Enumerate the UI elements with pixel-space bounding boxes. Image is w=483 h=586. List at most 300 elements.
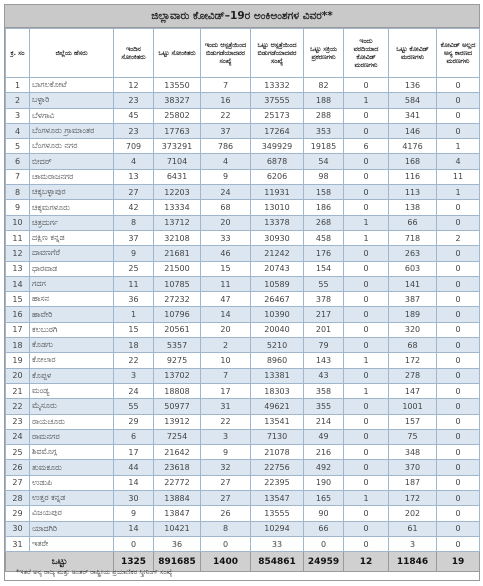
cell-today-positive: 18 — [114, 338, 154, 353]
cell-sno: 28 — [6, 491, 30, 506]
cell-total-discharged: 21078 — [251, 445, 304, 460]
cell-today-deaths: 0 — [344, 123, 389, 138]
table-row — [6, 460, 480, 475]
cell-sno: 24 — [6, 429, 30, 444]
cell-today-discharged: 4 — [201, 154, 251, 169]
cell-total-deaths: 157 — [389, 414, 437, 429]
cell-today-discharged: 786 — [201, 139, 251, 154]
cell-non-covid-deaths: 0 — [437, 246, 480, 261]
header-active: ಒಟ್ಟು ಸಕ್ರಿಯ ಪ್ರಕರಣಗಳು — [304, 29, 344, 78]
cell-non-covid-deaths: 1 — [437, 185, 480, 200]
cell-sno: 4 — [6, 123, 30, 138]
header-total-discharged: ಒಟ್ಟು ಆಸ್ಪತ್ರೆಯಿಂದ ಬಿಡುಗಡೆಯಾದವರ ಸಂಖ್ಯೆ — [251, 29, 304, 78]
cell-sno: 13 — [6, 261, 30, 276]
totals-today-positive: 1325 — [114, 552, 154, 572]
cell-total-deaths: 189 — [389, 307, 437, 322]
cell-active: 66 — [304, 521, 344, 536]
totals-label: ಒಟ್ಟು — [6, 552, 114, 572]
table-row — [6, 307, 480, 322]
cell-active: 186 — [304, 200, 344, 215]
cell-non-covid-deaths: 0 — [437, 368, 480, 383]
cell-total-positive: 7254 — [154, 429, 201, 444]
cell-total-positive: 21642 — [154, 445, 201, 460]
cell-district: ಉಡುಪಿ — [30, 475, 114, 490]
cell-active: 492 — [304, 460, 344, 475]
cell-total-positive: 13550 — [154, 78, 201, 93]
table-row — [6, 429, 480, 444]
cell-total-positive: 13847 — [154, 506, 201, 521]
cell-non-covid-deaths: 0 — [437, 215, 480, 230]
cell-today-deaths: 0 — [344, 399, 389, 414]
table-row — [6, 399, 480, 414]
cell-today-positive: 55 — [114, 399, 154, 414]
cell-today-deaths: 0 — [344, 429, 389, 444]
cell-district: ಬಳ್ಳಾರಿ — [30, 93, 114, 108]
cell-sno: 19 — [6, 353, 30, 368]
header-sno: ಕ್ರ. ಸಂ — [6, 29, 30, 78]
cell-today-deaths: 0 — [344, 78, 389, 93]
cell-district: ವಿಜಯಪುರ — [30, 506, 114, 521]
cell-today-positive: 12 — [114, 78, 154, 93]
cell-total-deaths: 718 — [389, 230, 437, 245]
table-row — [6, 383, 480, 398]
cell-today-discharged: 7 — [201, 368, 251, 383]
cell-sno: 21 — [6, 383, 30, 398]
cell-non-covid-deaths: 0 — [437, 261, 480, 276]
cell-today-deaths: 0 — [344, 414, 389, 429]
cell-total-positive: 13702 — [154, 368, 201, 383]
cell-total-deaths: 172 — [389, 353, 437, 368]
cell-today-deaths: 0 — [344, 154, 389, 169]
cell-non-covid-deaths: 0 — [437, 307, 480, 322]
cell-total-discharged: 13332 — [251, 78, 304, 93]
cell-non-covid-deaths: 0 — [437, 429, 480, 444]
cell-active: 143 — [304, 353, 344, 368]
cell-today-positive: 23 — [114, 93, 154, 108]
cell-today-deaths: 0 — [344, 169, 389, 184]
cell-today-deaths: 0 — [344, 536, 389, 551]
cell-active: 188 — [304, 93, 344, 108]
cell-today-positive: 8 — [114, 215, 154, 230]
cell-today-deaths: 6 — [344, 139, 389, 154]
cell-sno: 12 — [6, 246, 30, 261]
totals-total-deaths: 11846 — [389, 552, 437, 572]
cell-total-positive: 36 — [154, 536, 201, 551]
cell-total-discharged: 7130 — [251, 429, 304, 444]
cell-today-deaths: 0 — [344, 108, 389, 123]
cell-active: 288 — [304, 108, 344, 123]
cell-non-covid-deaths: 0 — [437, 276, 480, 291]
cell-district: ಬೆಂಗಳೂರು ನಗರ — [30, 139, 114, 154]
cell-today-discharged: 9 — [201, 169, 251, 184]
cell-today-positive: 0 — [114, 536, 154, 551]
cell-active: 55 — [304, 276, 344, 291]
cell-today-discharged: 17 — [201, 383, 251, 398]
cell-district: ಬೆಳಗಾವಿ — [30, 108, 114, 123]
cell-today-positive: 9 — [114, 246, 154, 261]
cell-today-positive: 3 — [114, 368, 154, 383]
header-today-positive: ಇಂದಿನ ಸೋಂಕಿತರು — [114, 29, 154, 78]
table-row — [6, 322, 480, 337]
cell-active: 0 — [304, 536, 344, 551]
cell-total-positive: 32108 — [154, 230, 201, 245]
cell-total-deaths: 4176 — [389, 139, 437, 154]
cell-non-covid-deaths: 0 — [437, 445, 480, 460]
cell-active: 458 — [304, 230, 344, 245]
cell-sno: 22 — [6, 399, 30, 414]
cell-sno: 26 — [6, 460, 30, 475]
cell-today-deaths: 0 — [344, 276, 389, 291]
cell-district: ರಾಯಚೂರು — [30, 414, 114, 429]
cell-total-positive: 6431 — [154, 169, 201, 184]
cell-district: ಕಲಬುರಗಿ — [30, 322, 114, 337]
cell-today-positive: 11 — [114, 276, 154, 291]
cell-non-covid-deaths: 11 — [437, 169, 480, 184]
cell-today-discharged: 27 — [201, 475, 251, 490]
cell-district: ಧಾರವಾಡ — [30, 261, 114, 276]
cell-today-positive: 30 — [114, 491, 154, 506]
cell-today-deaths: 0 — [344, 460, 389, 475]
table-row — [6, 78, 480, 93]
table-row — [6, 506, 480, 521]
cell-today-deaths: 0 — [344, 292, 389, 307]
cell-today-discharged: 68 — [201, 200, 251, 215]
table-row — [6, 139, 480, 154]
cell-total-deaths: 320 — [389, 322, 437, 337]
cell-total-discharged: 21242 — [251, 246, 304, 261]
cell-total-deaths: 187 — [389, 475, 437, 490]
totals-total-positive: 891685 — [154, 552, 201, 572]
cell-total-positive: 10785 — [154, 276, 201, 291]
cell-active: 79 — [304, 338, 344, 353]
cell-today-positive: 4 — [114, 154, 154, 169]
cell-total-deaths: 370 — [389, 460, 437, 475]
cell-non-covid-deaths: 0 — [437, 536, 480, 551]
cell-district: ಬಾಗಲಕೋಟೆ — [30, 78, 114, 93]
cell-total-discharged: 5210 — [251, 338, 304, 353]
cell-today-positive: 6 — [114, 429, 154, 444]
cell-today-deaths: 0 — [344, 521, 389, 536]
cell-today-discharged: 32 — [201, 460, 251, 475]
cell-active: 201 — [304, 322, 344, 337]
cell-total-positive: 13884 — [154, 491, 201, 506]
cell-total-positive: 10421 — [154, 521, 201, 536]
cell-non-covid-deaths: 1 — [437, 139, 480, 154]
cell-today-deaths: 0 — [344, 185, 389, 200]
cell-today-positive: 709 — [114, 139, 154, 154]
cell-today-discharged: 22 — [201, 108, 251, 123]
cell-non-covid-deaths: 0 — [437, 353, 480, 368]
cell-total-positive: 5357 — [154, 338, 201, 353]
cell-today-deaths: 1 — [344, 215, 389, 230]
cell-total-deaths: 147 — [389, 383, 437, 398]
cell-non-covid-deaths: 0 — [437, 93, 480, 108]
cell-total-deaths: 138 — [389, 200, 437, 215]
cell-sno: 10 — [6, 215, 30, 230]
table-row — [6, 353, 480, 368]
cell-total-discharged: 22756 — [251, 460, 304, 475]
report-title: ಜಿಲ್ಲಾವಾರು ಕೋವಿಡ್–19ರ ಅಂಕಿಅಂಶಗಳ ವಿವರ** — [5, 5, 479, 28]
table-row — [6, 338, 480, 353]
cell-active: 98 — [304, 169, 344, 184]
cell-active: 190 — [304, 475, 344, 490]
cell-non-covid-deaths: 2 — [437, 230, 480, 245]
cell-today-positive: 36 — [114, 292, 154, 307]
cell-today-discharged: 27 — [201, 491, 251, 506]
cell-today-discharged: 24 — [201, 185, 251, 200]
cell-today-discharged: 20 — [201, 215, 251, 230]
table-row — [6, 93, 480, 108]
cell-total-positive: 22772 — [154, 475, 201, 490]
header-row — [6, 29, 480, 78]
cell-sno: 1 — [6, 78, 30, 93]
cell-active: 82 — [304, 78, 344, 93]
cell-today-discharged: 0 — [201, 536, 251, 551]
cell-total-deaths: 3 — [389, 536, 437, 551]
cell-today-discharged: 15 — [201, 261, 251, 276]
cell-non-covid-deaths: 0 — [437, 292, 480, 307]
cell-sno: 2 — [6, 93, 30, 108]
cell-district: ಹಾವೇರಿ — [30, 307, 114, 322]
cell-total-positive: 25802 — [154, 108, 201, 123]
table-row — [6, 185, 480, 200]
cell-total-discharged: 11931 — [251, 185, 304, 200]
table-row — [6, 200, 480, 215]
cell-non-covid-deaths: 0 — [437, 506, 480, 521]
cell-sno: 6 — [6, 154, 30, 169]
cell-today-deaths: 0 — [344, 445, 389, 460]
cell-today-positive: 17 — [114, 445, 154, 460]
table-row — [6, 368, 480, 383]
cell-district: ಚಾಮರಾಜನಗರ — [30, 169, 114, 184]
cell-today-deaths: 1 — [344, 491, 389, 506]
cell-total-deaths: 348 — [389, 445, 437, 460]
cell-total-discharged: 13381 — [251, 368, 304, 383]
cell-active: 158 — [304, 185, 344, 200]
cell-active: 49 — [304, 429, 344, 444]
cell-today-positive: 23 — [114, 123, 154, 138]
totals-total-discharged: 854861 — [251, 552, 304, 572]
cell-district: ಮಂಡ್ಯ — [30, 383, 114, 398]
cell-sno: 31 — [6, 536, 30, 551]
footnote: *ಇತರೆ ಅನ್ಯ ರಾಜ್ಯ ಮತ್ತು ಅಂತರ್ ರಾಷ್ಟ್ರೀಯ ಪ್ರಯಾಣಿಕರ ಸ್ಕ್ರೀನಿಂಗ್ ಸಂಖ್ಯೆ — [16, 568, 173, 576]
cell-today-discharged: 16 — [201, 93, 251, 108]
cell-today-positive: 25 — [114, 261, 154, 276]
cell-total-deaths: 61 — [389, 521, 437, 536]
table-row — [6, 169, 480, 184]
cell-today-positive: 13 — [114, 169, 154, 184]
cell-total-discharged: 10589 — [251, 276, 304, 291]
cell-district: ಯಾದಗಿರಿ — [30, 521, 114, 536]
cell-total-deaths: 584 — [389, 93, 437, 108]
cell-total-positive: 13912 — [154, 414, 201, 429]
cell-sno: 20 — [6, 368, 30, 383]
cell-today-deaths: 1 — [344, 383, 389, 398]
cell-total-deaths: 387 — [389, 292, 437, 307]
cell-today-deaths: 0 — [344, 475, 389, 490]
cell-sno: 27 — [6, 475, 30, 490]
cell-district: ಚಿಕ್ಕಮಗಳೂರು — [30, 200, 114, 215]
totals-active: 24959 — [304, 552, 344, 572]
cell-today-deaths: 0 — [344, 338, 389, 353]
header-district: ಜಿಲ್ಲೆಯ ಹೆಸರು — [30, 29, 114, 78]
cell-today-deaths: 0 — [344, 506, 389, 521]
cell-today-deaths: 0 — [344, 307, 389, 322]
cell-today-discharged: 14 — [201, 307, 251, 322]
cell-today-positive: 15 — [114, 322, 154, 337]
cell-total-discharged: 13378 — [251, 215, 304, 230]
cell-today-deaths: 0 — [344, 261, 389, 276]
cell-total-discharged: 22395 — [251, 475, 304, 490]
cell-today-positive: 14 — [114, 521, 154, 536]
table-row — [6, 154, 480, 169]
cell-district: ಗದಗ — [30, 276, 114, 291]
cell-today-discharged: 47 — [201, 292, 251, 307]
cell-total-deaths: 168 — [389, 154, 437, 169]
cell-today-positive: 29 — [114, 414, 154, 429]
table-row — [6, 292, 480, 307]
table-row — [6, 108, 480, 123]
cell-sno: 11 — [6, 230, 30, 245]
cell-total-discharged: 10294 — [251, 521, 304, 536]
cell-sno: 7 — [6, 169, 30, 184]
cell-total-positive: 38327 — [154, 93, 201, 108]
table-row — [6, 246, 480, 261]
cell-total-positive: 12203 — [154, 185, 201, 200]
cell-non-covid-deaths: 0 — [437, 338, 480, 353]
cell-non-covid-deaths: 0 — [437, 475, 480, 490]
cell-sno: 17 — [6, 322, 30, 337]
table-row — [6, 261, 480, 276]
cell-total-positive: 17763 — [154, 123, 201, 138]
totals-non-covid-deaths: 19 — [437, 552, 480, 572]
cell-total-discharged: 13541 — [251, 414, 304, 429]
cell-today-deaths: 0 — [344, 200, 389, 215]
cell-total-discharged: 20040 — [251, 322, 304, 337]
cell-total-positive: 50977 — [154, 399, 201, 414]
table-row — [6, 475, 480, 490]
cell-today-deaths: 1 — [344, 230, 389, 245]
cell-sno: 18 — [6, 338, 30, 353]
cell-today-deaths: 0 — [344, 246, 389, 261]
cell-active: 154 — [304, 261, 344, 276]
cell-total-positive: 13712 — [154, 215, 201, 230]
cell-total-discharged: 8960 — [251, 353, 304, 368]
cell-today-positive: 37 — [114, 230, 154, 245]
cell-today-discharged: 3 — [201, 429, 251, 444]
cell-today-discharged: 2 — [201, 338, 251, 353]
cell-active: 216 — [304, 445, 344, 460]
cell-sno: 3 — [6, 108, 30, 123]
cell-non-covid-deaths: 0 — [437, 491, 480, 506]
cell-total-discharged: 37555 — [251, 93, 304, 108]
cell-today-positive: 44 — [114, 460, 154, 475]
table-row — [6, 123, 480, 138]
cell-total-positive: 9275 — [154, 353, 201, 368]
cell-district: ಬೀದರ್ — [30, 154, 114, 169]
totals-today-deaths: 12 — [344, 552, 389, 572]
cell-today-positive: 27 — [114, 185, 154, 200]
cell-today-discharged: 37 — [201, 123, 251, 138]
cell-total-discharged: 6206 — [251, 169, 304, 184]
cell-total-deaths: 141 — [389, 276, 437, 291]
cell-non-covid-deaths: 4 — [437, 154, 480, 169]
cell-district: ಕೋಲಾರ — [30, 353, 114, 368]
cell-total-positive: 13334 — [154, 200, 201, 215]
cell-total-discharged: 26467 — [251, 292, 304, 307]
cell-total-deaths: 113 — [389, 185, 437, 200]
cell-district: ಚಿತ್ರದುರ್ಗ — [30, 215, 114, 230]
table-row — [6, 215, 480, 230]
table-row — [6, 414, 480, 429]
cell-active: 378 — [304, 292, 344, 307]
cell-total-discharged: 20743 — [251, 261, 304, 276]
cell-sno: 25 — [6, 445, 30, 460]
cell-total-deaths: 136 — [389, 78, 437, 93]
cell-total-deaths: 68 — [389, 338, 437, 353]
cell-today-positive: 9 — [114, 506, 154, 521]
totals-today-discharged: 1400 — [201, 552, 251, 572]
cell-district: ಬೆಂಗಳೂರು ಗ್ರಾಮಾಂತರ — [30, 123, 114, 138]
cell-total-discharged: 13555 — [251, 506, 304, 521]
cell-active: 165 — [304, 491, 344, 506]
cell-active: 43 — [304, 368, 344, 383]
cell-total-deaths: 263 — [389, 246, 437, 261]
cell-today-discharged: 20 — [201, 322, 251, 337]
cell-non-covid-deaths: 0 — [437, 383, 480, 398]
cell-sno: 30 — [6, 521, 30, 536]
cell-active: 214 — [304, 414, 344, 429]
table-row — [6, 276, 480, 291]
header-total-positive: ಒಟ್ಟು ಸೋಂಕಿತರು — [154, 29, 201, 78]
cell-today-discharged: 26 — [201, 506, 251, 521]
cell-district: ಚಿಕ್ಕಬಳ್ಳಾಪುರ — [30, 185, 114, 200]
cell-total-deaths: 1001 — [389, 399, 437, 414]
cell-total-deaths: 116 — [389, 169, 437, 184]
cell-district: ಇತರೇ — [30, 536, 114, 551]
cell-total-discharged: 17264 — [251, 123, 304, 138]
cell-sno: 29 — [6, 506, 30, 521]
cell-district: ಕೊಡಗು — [30, 338, 114, 353]
cell-total-positive: 18808 — [154, 383, 201, 398]
cell-sno: 9 — [6, 200, 30, 215]
cell-non-covid-deaths: 0 — [437, 521, 480, 536]
cell-today-positive: 22 — [114, 353, 154, 368]
cell-district: ಶಿವಮೊಗ್ಗ — [30, 445, 114, 460]
cell-sno: 23 — [6, 414, 30, 429]
cell-total-discharged: 13010 — [251, 200, 304, 215]
cell-sno: 14 — [6, 276, 30, 291]
cell-active: 355 — [304, 399, 344, 414]
cell-today-discharged: 46 — [201, 246, 251, 261]
cell-total-discharged: 349929 — [251, 139, 304, 154]
cell-total-discharged: 13547 — [251, 491, 304, 506]
cell-total-discharged: 6878 — [251, 154, 304, 169]
cell-sno: 8 — [6, 185, 30, 200]
cell-total-discharged: 18303 — [251, 383, 304, 398]
table-body — [6, 78, 480, 552]
cell-today-discharged: 7 — [201, 78, 251, 93]
cell-active: 19185 — [304, 139, 344, 154]
cell-today-discharged: 33 — [201, 230, 251, 245]
cell-total-positive: 27232 — [154, 292, 201, 307]
cell-non-covid-deaths: 0 — [437, 108, 480, 123]
cell-today-discharged: 9 — [201, 445, 251, 460]
cell-today-discharged: 22 — [201, 414, 251, 429]
cell-today-discharged: 8 — [201, 521, 251, 536]
cell-today-positive: 45 — [114, 108, 154, 123]
cell-today-positive: 14 — [114, 475, 154, 490]
